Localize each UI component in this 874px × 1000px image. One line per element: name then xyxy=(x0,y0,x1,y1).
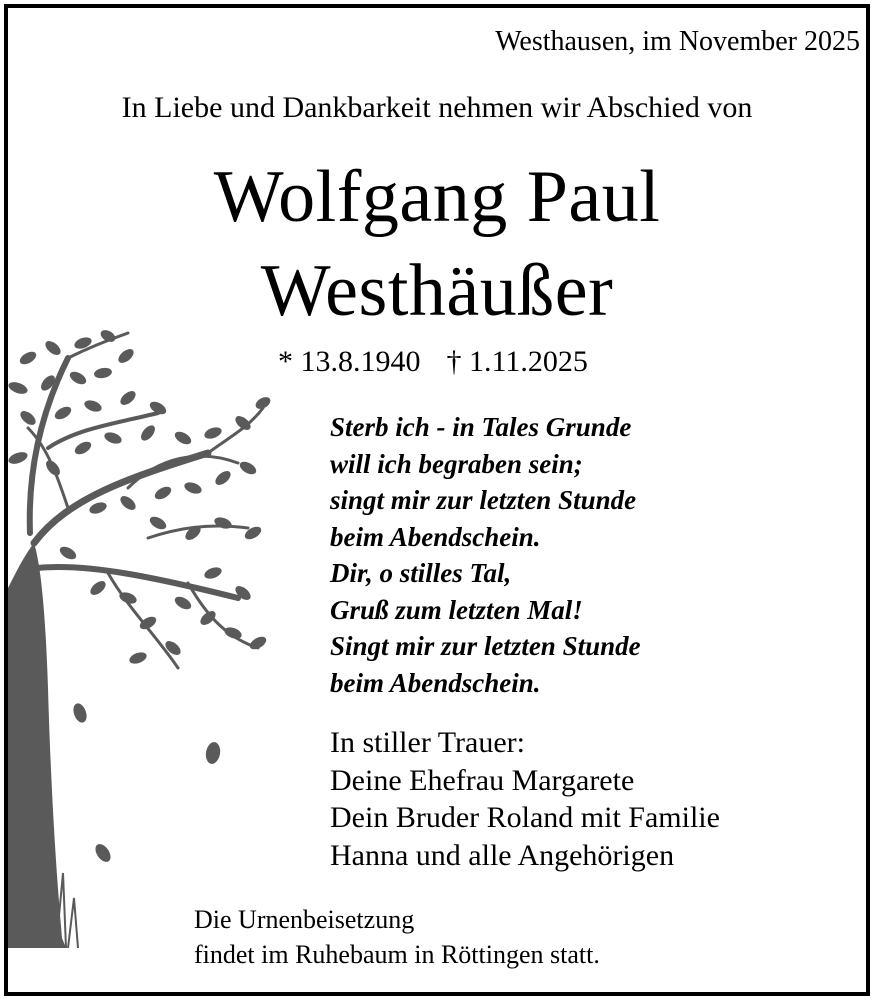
poem-line: beim Abendschein. xyxy=(330,521,541,552)
tree-silhouette-icon xyxy=(8,328,278,948)
burial-line: Die Urnenbeisetzung xyxy=(194,905,415,934)
deceased-surname: Westhäußer xyxy=(260,250,614,332)
mourners xyxy=(330,724,720,874)
birth-date: * 13.8.1940 xyxy=(278,345,421,378)
obituary-notice xyxy=(4,4,870,996)
burial-line: findet im Ruhebaum in Röttingen statt. xyxy=(194,940,600,969)
poem-line: singt mir zur letzten Stunde xyxy=(330,485,637,515)
poem-line: will ich begraben sein; xyxy=(330,448,583,479)
place-date: Westhausen, im November 2025 xyxy=(495,26,860,57)
death-date: † 1.11.2025 xyxy=(446,345,588,378)
mourners-heading: In stiller Trauer: xyxy=(330,726,525,759)
poem-line: Singt mir zur letzten Stunde xyxy=(330,631,641,661)
deceased-first-names: Wolfgang Paul xyxy=(213,156,661,238)
burial-notice xyxy=(194,902,600,972)
poem-line: Gruß zum letzten Mal! xyxy=(330,594,583,625)
poem xyxy=(330,409,641,701)
poem-line: beim Abendschein. xyxy=(330,667,541,698)
poem-line: Dir, o stilles Tal, xyxy=(330,558,512,588)
mourner-line: Dein Bruder Roland mit Familie xyxy=(330,801,720,834)
mourner-line: Deine Ehefrau Margarete xyxy=(330,763,635,797)
poem-line: Sterb ich - in Tales Grunde xyxy=(330,412,632,442)
mourner-line: Hanna und alle Angehörigen xyxy=(330,838,675,872)
intro-text: In Liebe und Dankbarkeit nehmen wir Abschied von xyxy=(121,91,753,124)
life-dates xyxy=(278,342,588,382)
